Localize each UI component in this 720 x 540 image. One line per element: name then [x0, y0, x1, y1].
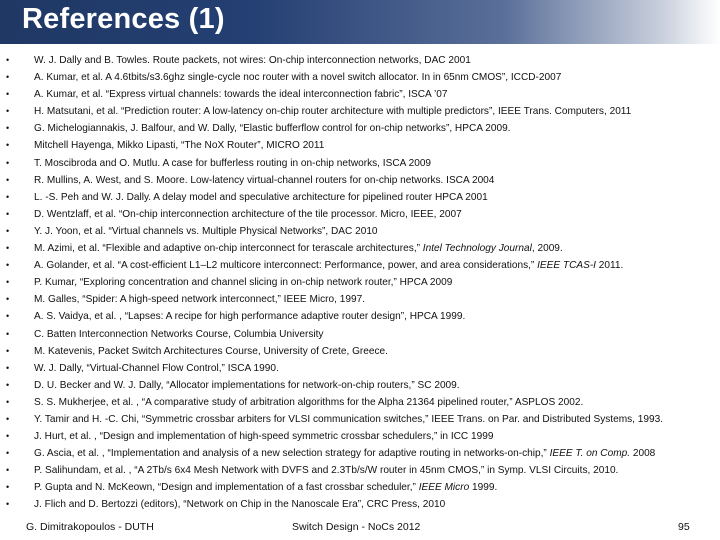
- bullet-icon: •: [6, 499, 10, 510]
- bullet-icon: •: [6, 225, 10, 236]
- list-item: [0, 496, 720, 513]
- reference-text-part: , 2009.: [531, 243, 563, 255]
- list-item: [0, 223, 720, 240]
- reference-text: [34, 377, 460, 394]
- reference-text-part: C. Batten Interconnection Networks Course, Columbia University: [34, 328, 324, 340]
- reference-text-part: Mitchell Hayenga, Mikko Lipasti, “The NoX Router”, MICRO 2011: [34, 140, 325, 152]
- page-number: 95: [678, 521, 690, 533]
- list-item: [0, 411, 720, 428]
- reference-venue-italic: IEEE Micro: [418, 482, 470, 494]
- reference-text: [34, 445, 655, 462]
- reference-text-part: T. Moscibroda and O. Mutlu. A case for bufferless routing in on-chip networks, ISCA 2009: [34, 157, 432, 169]
- bullet-icon: •: [6, 379, 10, 390]
- reference-text-part: H. Matsutani, et al. “Prediction router: A low-latency on-chip router architecture with multiple predictors”, IEEE Trans. Computers, 2011: [34, 106, 632, 118]
- bullet-icon: •: [6, 396, 10, 407]
- list-item: [0, 479, 720, 496]
- reference-text: [34, 155, 431, 172]
- reference-text: [34, 326, 323, 343]
- reference-list: [0, 52, 720, 514]
- reference-text: [34, 86, 447, 103]
- reference-text: [34, 52, 471, 69]
- reference-text-part: R. Mullins, A. West, and S. Moore. Low-latency virtual-channel routers for on-chip networks. ISCA 2004: [34, 174, 495, 186]
- reference-text: [34, 308, 465, 325]
- list-item: [0, 240, 720, 257]
- list-item: [0, 69, 720, 86]
- reference-text: [34, 103, 631, 120]
- reference-text: [34, 274, 452, 291]
- reference-text-part: L. -S. Peh and W. J. Dally. A delay model and speculative architecture for pipelined router HPCA 2001: [34, 191, 488, 203]
- bullet-icon: •: [6, 243, 10, 254]
- reference-text-part: Y. J. Yoon, et al. “Virtual channels vs. Multiple Physical Networks”, DAC 2010: [34, 225, 378, 237]
- reference-text: [34, 240, 563, 257]
- reference-text: [34, 496, 445, 513]
- reference-text-part: W. J. Dally, “Virtual-Channel Flow Control,” ISCA 1990.: [34, 362, 279, 374]
- reference-text: [34, 291, 365, 308]
- bullet-icon: •: [6, 123, 10, 134]
- reference-text-part: A. Golander, et al. “A cost-efficient L1–L2 multicore interconnect: Performance, power, and area considerations,”: [34, 260, 538, 272]
- reference-text: [34, 223, 378, 240]
- reference-text-part: G. Michelogiannakis, J. Balfour, and W. Dally, “Elastic bufferflow control for on-chip networks”, HPCA 2009.: [34, 123, 511, 135]
- reference-text: [34, 394, 583, 411]
- list-item: [0, 394, 720, 411]
- reference-text: [34, 343, 388, 360]
- bullet-icon: •: [6, 260, 10, 271]
- reference-text-part: M. Galles, “Spider: A high-speed network interconnect,” IEEE Micro, 1997.: [34, 294, 366, 306]
- reference-text: [34, 206, 462, 223]
- title-bar: [0, 0, 720, 44]
- bullet-icon: •: [6, 311, 10, 322]
- slide-title: References (1): [22, 3, 225, 35]
- reference-text: [34, 257, 623, 274]
- list-item: [0, 120, 720, 137]
- footer-author: G. Dimitrakopoulos - DUTH: [26, 521, 154, 533]
- list-item: [0, 462, 720, 479]
- reference-text-part: W. J. Dally and B. Towles. Route packets, not wires: On-chip interconnection networks, DAC 2001: [34, 55, 471, 66]
- reference-text: [34, 479, 497, 496]
- reference-text: [34, 137, 324, 154]
- reference-text: [34, 411, 663, 428]
- list-item: [0, 103, 720, 120]
- reference-text-part: A. Kumar, et al. “Express virtual channels: towards the ideal interconnection fabric”, ISCA ’07: [34, 89, 448, 101]
- bullet-icon: •: [6, 345, 10, 356]
- bullet-icon: •: [6, 140, 10, 151]
- reference-text-part: A. S. Vaidya, et al. , “Lapses: A recipe for high performance adaptive router design”, HPCA 1999.: [34, 311, 466, 323]
- reference-text-part: P. Kumar, “Exploring concentration and channel slicing in on-chip network router,” HPCA 2009: [34, 277, 453, 289]
- list-item: [0, 86, 720, 103]
- reference-text: [34, 428, 493, 445]
- bullet-icon: •: [6, 362, 10, 373]
- reference-text: [34, 189, 488, 206]
- reference-text-part: 2011.: [596, 260, 624, 272]
- list-item: [0, 326, 720, 343]
- reference-text-part: D. Wentzlaff, et al. “On-chip interconnection architecture of the tile processor. Micro, IEEE, 2007: [34, 208, 462, 220]
- bullet-icon: •: [6, 413, 10, 424]
- bullet-icon: •: [6, 328, 10, 339]
- reference-venue-italic: IEEE TCAS-I: [537, 260, 596, 272]
- list-item: [0, 137, 720, 154]
- bullet-icon: •: [6, 106, 10, 117]
- bullet-icon: •: [6, 294, 10, 305]
- reference-text: [34, 172, 494, 189]
- reference-text-part: P. Salihundam, et al. , “A 2Tb/s 6x4 Mesh Network with DVFS and 2.3Tb/s/W router in 45nm CMOS,” in Symp. VLSI Circuits, 2010.: [34, 465, 619, 477]
- bullet-icon: •: [6, 174, 10, 185]
- reference-text: [34, 360, 279, 377]
- list-item: [0, 445, 720, 462]
- bullet-icon: •: [6, 72, 10, 83]
- list-item: [0, 291, 720, 308]
- reference-venue-italic: IEEE T. on Comp.: [549, 448, 631, 460]
- reference-text-part: J. Flich and D. Bertozzi (editors), “Network on Chip in the Nanoscale Era”, CRC Press, 2010: [34, 499, 446, 511]
- list-item: [0, 257, 720, 274]
- reference-text: [34, 462, 618, 479]
- bullet-icon: •: [6, 157, 10, 168]
- bullet-icon: •: [6, 277, 10, 288]
- list-item: [0, 155, 720, 172]
- list-item: [0, 189, 720, 206]
- list-item: [0, 428, 720, 445]
- bullet-icon: •: [6, 482, 10, 493]
- reference-text-part: Y. Tamir and H. -C. Chi, “Symmetric crossbar arbiters for VLSI communication switches,” IEEE Trans. on Par. and Distributed Systems, 1993.: [34, 413, 664, 425]
- reference-text-part: S. S. Mukherjee, et al. , “A comparative study of arbitration algorithms for the Alpha 21364 pipelined router,” ASPLOS 2002.: [34, 396, 584, 408]
- reference-text: [34, 120, 511, 137]
- bullet-icon: •: [6, 191, 10, 202]
- reference-text-part: P. Gupta and N. McKeown, “Design and implementation of a fast crossbar scheduler,”: [34, 482, 419, 494]
- list-item: [0, 308, 720, 325]
- reference-text: [34, 69, 561, 86]
- footer-course: Switch Design - NoCs 2012: [292, 521, 421, 533]
- reference-text-part: 2008: [630, 448, 656, 460]
- reference-text-part: 1999.: [469, 482, 498, 494]
- reference-venue-italic: Intel Technology Journal: [422, 243, 532, 255]
- reference-text-part: J. Hurt, et al. , “Design and implementation of high-speed symmetric crossbar schedulers,” in ICC 1999: [34, 431, 494, 443]
- bullet-icon: •: [6, 55, 10, 65]
- list-item: [0, 343, 720, 360]
- bullet-icon: •: [6, 448, 10, 459]
- list-item: [0, 360, 720, 377]
- bullet-icon: •: [6, 208, 10, 219]
- list-item: [0, 52, 720, 69]
- reference-text-part: G. Ascia, et al. , “Implementation and analysis of a new selection strategy for adaptive routing in networks-on-chip,”: [34, 448, 550, 460]
- list-item: [0, 206, 720, 223]
- list-item: [0, 377, 720, 394]
- bullet-icon: •: [6, 465, 10, 476]
- reference-text-part: A. Kumar, et al. A 4.6tbits/s3.6ghz single-cycle noc router with a novel switch allocator. In in 65nm CMOS”, ICCD-2007: [34, 72, 562, 84]
- bullet-icon: •: [6, 431, 10, 442]
- reference-text-part: M. Azimi, et al. “Flexible and adaptive on-chip interconnect for terascale architectures,”: [34, 243, 423, 255]
- reference-text-part: D. U. Becker and W. J. Dally, “Allocator implementations for network-on-chip routers,” SC 2009.: [34, 379, 460, 391]
- bullet-icon: •: [6, 89, 10, 100]
- list-item: [0, 274, 720, 291]
- list-item: [0, 172, 720, 189]
- reference-text-part: M. Katevenis, Packet Switch Architectures Course, University of Crete, Greece.: [34, 345, 388, 357]
